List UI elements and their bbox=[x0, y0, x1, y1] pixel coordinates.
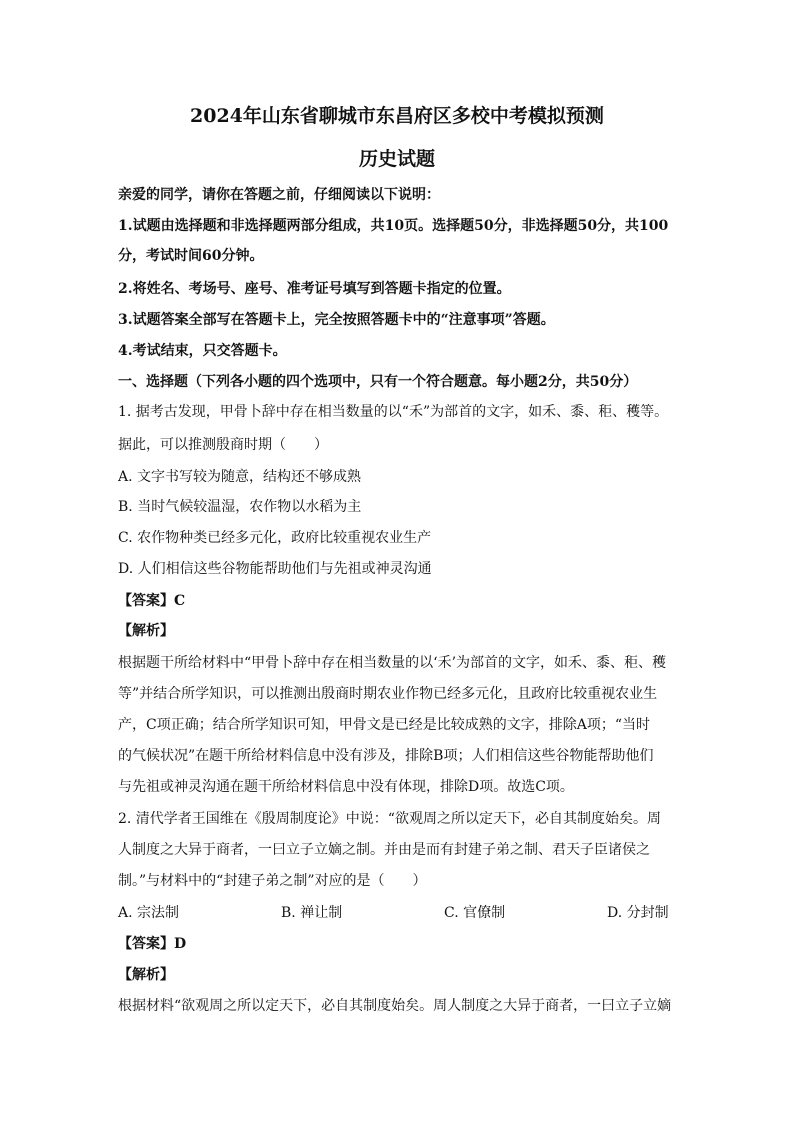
intro-rule-2: 2.将姓名、考场号、座号、准考证号填写到答题卡指定的位置。 bbox=[118, 281, 511, 297]
q1-stem-line-1: 1. 据考古发现，甲骨卜辞中存在相当数量的以“禾”为部首的文字，如禾、黍、秬、穫等。 bbox=[118, 404, 669, 420]
q1-answer: 【答案】C bbox=[118, 593, 186, 609]
intro-rule-1-line-1: 1.试题由选择题和非选择题两部分组成，共10页。选择题50分，非选择题50分，共100 bbox=[118, 218, 669, 234]
q1-analysis-line-2: 等”并结合所学知识，可以推测出殷商时期农业作物已经多元化，且政府比较重视农业生 bbox=[118, 686, 658, 702]
q2-option-a: A. 宗法制 bbox=[118, 905, 180, 921]
intro-rule-4: 4.考试结束，只交答题卡。 bbox=[118, 343, 287, 359]
q2-option-b: B. 禅让制 bbox=[281, 905, 343, 921]
intro-rule-3: 3.试题答案全部写在答题卡上，完全按照答题卡中的“注意事项”答题。 bbox=[118, 312, 555, 328]
q1-option-b: B. 当时气候较温湿，农作物以水稻为主 bbox=[118, 499, 362, 515]
q1-option-c: C. 农作物种类已经多元化，政府比较重视农业生产 bbox=[118, 530, 432, 546]
q2-stem-line-3: 制。”与材料中的“封建子弟之制”对应的是（ ） bbox=[118, 873, 427, 889]
intro-rule-1-line-2: 分，考试时间60分钟。 bbox=[118, 248, 264, 264]
q2-analysis-label: 【解析】 bbox=[118, 967, 174, 983]
q2-option-d: D. 分封制 bbox=[607, 905, 669, 921]
q2-option-c: C. 官僚制 bbox=[444, 905, 506, 921]
page-title: 2024年山东省聊城市东昌府区多校中考模拟预测 bbox=[190, 105, 604, 127]
q1-analysis-line-3: 产，C项正确；结合所学知识可知，甲骨文是已经是比较成熟的文字，排除A项；“当时 bbox=[118, 717, 650, 733]
q2-stem-line-2: 人制度之大异于商者，一曰立子立嫡之制。并由是而有封建子弟之制、君天子臣诸侯之 bbox=[118, 842, 650, 858]
q2-stem-line-1: 2. 清代学者王国维在《殷周制度论》中说：“欲观周之所以定天下，必自其制度始矣。周 bbox=[118, 811, 661, 827]
q1-option-d: D. 人们相信这些谷物能帮助他们与先祖或神灵沟通 bbox=[118, 561, 432, 577]
page-subtitle: 历史试题 bbox=[358, 148, 435, 170]
q1-option-a: A. 文字书写较为随意，结构还不够成熟 bbox=[118, 469, 362, 485]
q1-analysis-line-4: 的气候状况”在题干所给材料信息中没有涉及，排除B项；人们相信这些谷物能帮助他们 bbox=[118, 748, 654, 764]
q1-analysis-line-1: 根据题干所给材料中“甲骨卜辞中存在相当数量的以‘禾’为部首的文字，如禾、黍、秬、穫 bbox=[118, 655, 667, 671]
q2-analysis-line-1: 根据材料“欲观周之所以定天下，必自其制度始矣。周人制度之大异于商者，一曰立子立嫡 bbox=[118, 998, 672, 1014]
q1-stem-line-2: 据此，可以推测殷商时期（ ） bbox=[118, 437, 328, 453]
q1-analysis-label: 【解析】 bbox=[118, 623, 174, 639]
q2-answer: 【答案】D bbox=[118, 936, 187, 952]
intro-greeting: 亲爱的同学，请你在答题之前，仔细阅读以下说明： bbox=[118, 187, 440, 203]
section-heading: 一、选择题（下列各小题的四个选项中，只有一个符合题意。每小题2分，共50分） bbox=[118, 374, 638, 390]
q1-analysis-line-5: 与先祖或神灵沟通在题干所给材料信息中没有体现，排除D项。故选C项。 bbox=[118, 779, 574, 795]
